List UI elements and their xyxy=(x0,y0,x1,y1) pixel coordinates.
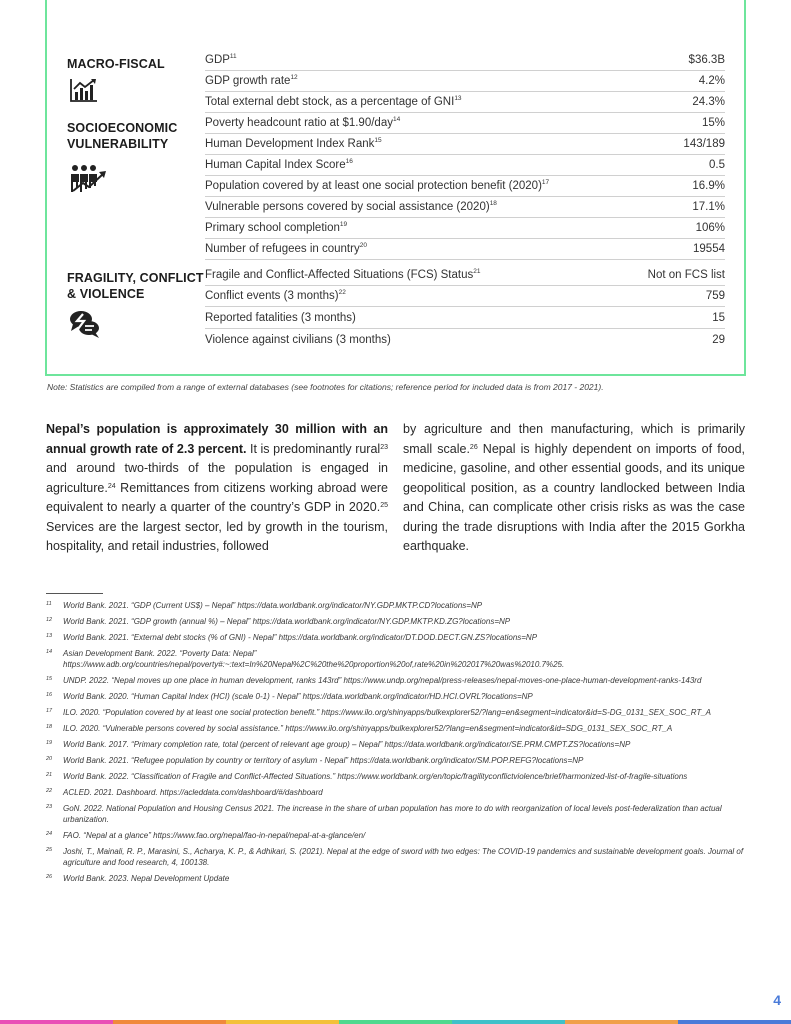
stripe-segment xyxy=(678,1020,791,1024)
footnote-text: World Bank. 2017. “Primary completion rate, total (percent of relevant age group) – Nepal” https://data.worldbank.org/indicator/SE.PRM.CMPT.ZS?locations=NP xyxy=(63,740,631,749)
conflict-bubbles-icon xyxy=(69,309,101,339)
footnote-divider xyxy=(46,593,103,594)
stat-row-poverty xyxy=(205,113,725,134)
body-column-right xyxy=(403,420,745,557)
footnote-text: World Bank. 2023. Nepal Development Update xyxy=(63,874,230,883)
footnote-number: 21 xyxy=(46,772,53,778)
stat-value: 19554 xyxy=(693,243,725,255)
stat-row-refugees xyxy=(205,239,725,260)
stat-value: 4.2% xyxy=(698,75,725,87)
footnote-number: 22 xyxy=(46,788,53,794)
footnote-number: 11 xyxy=(46,601,52,607)
footnote-text: Asian Development Bank. 2022. “Poverty Data: Nepal” https://www.adb.org/countries/nepal/poverty#:~:text=In%20Nepal%2C%20the%20proportion%20of,rate%20in%202017%20was%2010.7%25. xyxy=(63,649,565,669)
footnote xyxy=(46,846,746,868)
footnote xyxy=(46,755,746,766)
stat-value: 143/189 xyxy=(683,138,725,150)
stat-value: 16.9% xyxy=(692,180,725,192)
footnote-number: 15 xyxy=(46,676,53,682)
stat-label: GDP growth rate$^{12}$ xyxy=(205,74,298,87)
footnote-ref: 25 xyxy=(380,502,388,509)
people-trend-icon xyxy=(69,164,109,194)
stat-label: Total external debt stock, as a percentage of GNI$^{13}$ xyxy=(205,95,462,108)
chart-growth-icon xyxy=(69,77,99,103)
footnote xyxy=(46,803,746,825)
footnote-number: 12 xyxy=(46,617,53,623)
footnote xyxy=(46,873,746,884)
stat-row-primary-school xyxy=(205,218,725,239)
stat-row-external-debt xyxy=(205,92,725,113)
footnote xyxy=(46,648,746,670)
stat-value: 106% xyxy=(695,222,725,234)
footnote-number: 18 xyxy=(46,724,53,730)
stripe-segment xyxy=(226,1020,339,1024)
lead-sentence: Nepal’s population is approximately 30 million with an annual growth rate of 2.3 percent. xyxy=(46,422,388,456)
body-text: Services are the largest sector, led by growth in the tourism, hospitality, and retail industries, followed xyxy=(46,519,388,553)
footnotes-list xyxy=(46,600,746,889)
body-text: and around two-thirds of the population is engaged in agriculture. xyxy=(46,461,388,495)
stat-row-fatalities xyxy=(205,308,725,329)
stat-label: Vulnerable persons covered by social assistance $(2020)^{18}$ xyxy=(205,200,497,213)
stat-label: Human Development Index Rank$^{15}$ xyxy=(205,137,382,150)
body-text: It is predominantly rural xyxy=(246,441,381,456)
footnote xyxy=(46,787,746,798)
stat-row-social-assistance xyxy=(205,197,725,218)
footnote-ref: 24 xyxy=(107,482,116,490)
stat-row-hdi-rank xyxy=(205,134,725,155)
stats-note: Note: Statistics are compiled from a range of external databases (see footnotes for citations; reference period for included data is from 2017 - 2021). xyxy=(47,382,604,392)
stat-label: Violence against civilians (3 months) xyxy=(205,333,391,346)
footnote-text: Joshi, T., Mainali, R. P., Marasini, S., Acharya, K. P., & Adhikari, S. (2021). Nepal at the edge of sword with two edges: The COVID-19 pandemics and sustainable development goals. Journal of agriculture and food research, 4, 100138. xyxy=(63,847,744,867)
footnote-number: 23 xyxy=(46,804,53,810)
stat-label: Reported fatalities (3 months) xyxy=(205,312,356,324)
footnote-text: World Bank. 2021. “External debt stocks (% of GNI) - Nepal” https://data.worldbank.org/indicator/DT.DOD.DECT.GN.ZS?locations=NP xyxy=(63,633,538,642)
fragility-label-line2: & VIOLENCE xyxy=(67,287,145,301)
stat-value: 29 xyxy=(712,333,725,346)
macro-label-text: MACRO-FISCAL xyxy=(67,57,165,71)
stat-label: Primary school completion$^{19}$ xyxy=(205,221,348,234)
stat-value: Not on FCS list xyxy=(647,269,725,281)
section-label-socioeconomic xyxy=(67,120,177,152)
stat-value: 24.3% xyxy=(692,96,725,108)
body-text: Nepal is highly dependent on imports of food, medicine, gasoline, and other essential goods, and its unique geopolitical position, as a country landlocked between India and China, can complicate other crisis risks as was the case during the trade disruptions with India after the 2015 Gorkha earthquake. xyxy=(403,441,746,553)
footnote-number: 14 xyxy=(46,649,53,655)
stat-row-gdp xyxy=(205,50,725,71)
footnote-number: 19 xyxy=(46,740,53,746)
footnote-text: FAO. “Nepal at a glance” https://www.fao.org/nepal/fao-in-nepal/nepal-at-a-glance/en/ xyxy=(63,831,366,840)
stripe-segment xyxy=(565,1020,678,1024)
footnote xyxy=(46,632,746,643)
stripe-segment xyxy=(113,1020,226,1024)
footnote-text: ILO. 2020. “Population covered by at least one social protection benefit.” https://www.ilo.org/shinyapps/bulkexplorer52/?lang=en&segment=indicator&id=S-DG_0131_SEX_SOC_RT_A xyxy=(63,708,712,717)
footnote xyxy=(46,771,746,782)
country-stats-box xyxy=(45,0,746,376)
section-label-macro-fiscal xyxy=(67,56,165,72)
fragility-label-line1: FRAGILITY, CONFLICT xyxy=(67,271,204,285)
footnote-text: GoN. 2022. National Population and Housing Census 2021. The increase in the share of urban population has more to do with reorganization of local levels post-federalization than actual urbanization. xyxy=(63,804,722,824)
footnote-text: World Bank. 2020. “Human Capital Index (HCI) (scale 0-1) - Nepal” https://data.worldbank.org/indicator/HD.HCI.OVRL?locations=NP xyxy=(63,692,533,701)
stripe-segment xyxy=(0,1020,113,1024)
footnote-text: UNDP. 2022. “Nepal moves up one place in human development, ranks 143rd” https://www.undp.org/nepal/press-releases/nepal-moves-one-place-human-development-ranks-143rd xyxy=(63,676,702,685)
stat-row-violence-civilians xyxy=(205,329,725,350)
stat-row-human-capital xyxy=(205,155,725,176)
footnote-number: 17 xyxy=(46,708,53,714)
footnote-ref: 26 xyxy=(469,443,478,451)
stat-row-fcs-status xyxy=(205,265,725,286)
footnote xyxy=(46,675,746,686)
body-column-left xyxy=(46,420,388,557)
bottom-color-stripe xyxy=(0,1020,791,1024)
stat-label: Population covered by at least one social protection benefit $(2020)^{17}$ xyxy=(205,179,550,192)
footnote-number: 26 xyxy=(46,874,53,880)
footnote xyxy=(46,707,746,718)
footnote-text: World Bank. 2021. “GDP growth (annual %) – Nepal” https://data.worldbank.org/indicator/NY.GDP.MKTP.KD.ZG?locations=NP xyxy=(63,617,511,626)
socio-label-line2: VULNERABILITY xyxy=(67,137,169,151)
stat-label: Number of refugees in country$^{20}$ xyxy=(205,242,367,255)
body-text: Remittances from citizens working abroad were equivalent to nearly a quarter of the country’s GDP in 2020. xyxy=(46,480,388,514)
stat-value: 759 xyxy=(705,290,725,302)
stat-value: 15 xyxy=(712,312,725,324)
body-text: by agriculture and then manufacturing, which is primarily small scale. xyxy=(403,422,745,456)
footnote-number: 25 xyxy=(46,847,53,853)
stat-label: Fragile and Conflict-Affected Situations (FCS) Status$^{21}$ xyxy=(205,268,481,281)
footnote-number: 13 xyxy=(46,633,53,639)
footnote-text: ILO. 2020. “Vulnerable persons covered by social assistance.” https://www.ilo.org/shinyapps/bulkexplorer52/?lang=en&segment=indicator&id=SDG_0131_SEX_SOC_RT_A xyxy=(63,724,673,733)
footnote xyxy=(46,830,746,841)
stat-value: $36.3B xyxy=(688,54,725,66)
stat-row-social-protection xyxy=(205,176,725,197)
stat-row-conflict-events xyxy=(205,286,725,307)
footnote-ref: 23 xyxy=(380,443,388,451)
section-label-fragility xyxy=(67,270,204,302)
stat-label: GDP$^{11}$ xyxy=(205,53,237,66)
footnote xyxy=(46,739,746,750)
stripe-segment xyxy=(452,1020,565,1024)
stat-value: 0.5 xyxy=(709,159,725,171)
footnote-number: 16 xyxy=(46,692,53,698)
stat-value: 15% xyxy=(701,117,725,129)
stat-label: Human Capital Index Score$^{16}$ xyxy=(205,158,353,171)
footnote xyxy=(46,600,746,611)
footnote xyxy=(46,723,746,734)
footnote-number: 20 xyxy=(46,756,53,762)
stripe-segment xyxy=(339,1020,452,1024)
footnote-text: World Bank. 2022. “Classification of Fragile and Conflict-Affected Situations.” https://www.worldbank.org/en/topic/fragilityconflictviolence/brief/harmonized-list-of-fragile-situations xyxy=(63,772,688,781)
footnote-text: ACLED. 2021. Dashboard. https://acleddata.com/dashboard/#/dashboard xyxy=(63,788,323,797)
stat-value: 17.1% xyxy=(692,201,725,213)
footnote-text: World Bank. 2021. “GDP (Current US$) – Nepal” https://data.worldbank.org/indicator/NY.GDP.MKTP.CD?locations=NP xyxy=(63,601,483,610)
stat-label: Poverty headcount ratio at $1.90/day$^{14}$ xyxy=(205,116,401,129)
footnote xyxy=(46,616,746,627)
page-number: 4 xyxy=(773,992,781,1008)
footnote-text: World Bank. 2021. “Refugee population by country or territory of asylum - Nepal” https://data.worldbank.org/indicator/SM.POP.REFG?locations=NP xyxy=(63,756,584,765)
footnote-number: 24 xyxy=(46,831,53,837)
stat-row-gdp-growth xyxy=(205,71,725,92)
footnote xyxy=(46,691,746,702)
stat-label: Conflict events (3 months)$^{22}$ xyxy=(205,289,346,302)
socio-label-line1: SOCIOECONOMIC xyxy=(67,121,178,135)
